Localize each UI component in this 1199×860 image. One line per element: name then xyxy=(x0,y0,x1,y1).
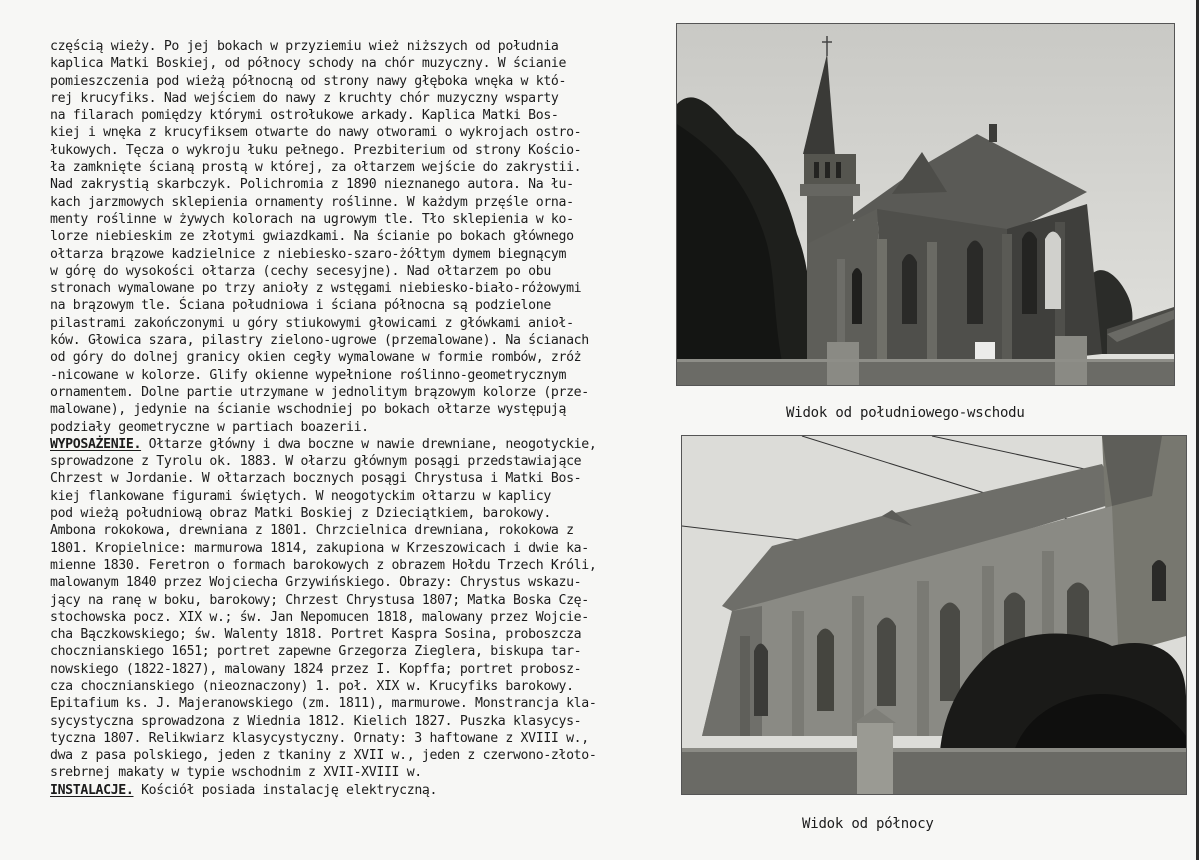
text-line: jący na ranę w boku, barokowy; Chrzest Chrystusa 1807; Matka Boska Czę- xyxy=(50,592,589,608)
text-line: cza chocznianskiego (nieoznaczony) 1. poł. XIX w. Krucyfiks barokowy. xyxy=(50,678,574,694)
text-line: dwa z pasa polskiego, jeden z tkaniny z XVII w., jeden z czerwono-złoto- xyxy=(50,748,597,764)
text-line: łukowych. Tęcza o wykroju łuku pełnego. Prezbiterium od strony Kościo- xyxy=(50,142,582,158)
instalacje-text: Kościół posiada instalację elektryczną. xyxy=(133,782,438,798)
text-line: malowane), jedynie na ścianie wschodniej po bokach ołtarze występują xyxy=(50,402,567,418)
instalacje-heading: INSTALACJE. xyxy=(50,782,134,798)
text-line: ołtarza brązowe kadzielnice z niebiesko-szaro-żółtym dymem biegnącym xyxy=(50,246,567,262)
text-line: od góry do dolnej granicy okien cegły wymalowane w formie rombów, zróż xyxy=(50,350,582,366)
wyposazenie-section xyxy=(50,436,672,782)
text-line: pod wieżą południową obraz Matki Boskiej z Dzieciątkiem, barokowy. xyxy=(50,506,551,522)
architecture-paragraph xyxy=(50,38,672,436)
wyposazenie-first-line: Ołtarze główny i dwa boczne w nawie drewniane, neogotyckie, xyxy=(141,436,597,452)
text-line: rej krucyfiks. Nad wejściem do nawy z kruchty chór muzyczny wsparty xyxy=(50,90,559,106)
text-line: na brązowym tle. Ściana południowa i ściana północna są podzielone xyxy=(50,298,551,314)
text-line: menty roślinne w żywych kolorach na ugrowym tle. Tło sklepienia w ko- xyxy=(50,211,574,227)
text-line: kaplica Matki Boskiej, od północy schody na chór muzyczny. W ścianie xyxy=(50,56,567,72)
text-line: sprowadzone z Tyrolu ok. 1883. W ołarzu głównym posągi przedstawiające xyxy=(50,454,582,470)
text-line: sycystyczna sprowadzona z Wiednia 1812. Kielich 1827. Puszka klasycys- xyxy=(50,713,582,729)
wyposazenie-heading: WYPOSAŻENIE. xyxy=(50,436,142,452)
text-line: nowskiego (1822-1827), malowany 1824 przez I. Kopffa; portret probosz- xyxy=(50,661,582,677)
text-line: mienne 1830. Feretron o formach barokowych z obrazem Hołdu Trzech Króli, xyxy=(50,557,597,573)
church-photo-southeast xyxy=(676,23,1175,386)
text-line: kiej i wnęka z krucyfiksem otwarte do nawy otworami o wykrojach ostro- xyxy=(50,125,582,141)
text-line: kiej flankowane figurami świętych. W neogotyckim ołtarzu w kaplicy xyxy=(50,488,551,504)
text-line: Ambona rokokowa, drewniana z 1801. Chrzcielnica drewniana, rokokowa z xyxy=(50,523,574,539)
text-line: częścią wieży. Po jej bokach w przyziemiu wież niższych od południa xyxy=(50,39,559,54)
photo-caption-north: Widok od północy xyxy=(802,816,934,832)
photo-caption-southeast: Widok od południowego-wschodu xyxy=(786,405,1025,421)
text-line: pilastrami zakończonymi u góry stiukowymi głowicami z główkami anioł- xyxy=(50,315,574,331)
text-line: ła zamknięte ścianą prostą w której, za ołtarzem wejście do zakrystii. xyxy=(50,160,582,176)
text-line: na filarach pomiędzy którymi ostrołukowe arkady. Kaplica Matki Bos- xyxy=(50,108,559,124)
text-line: tyczna 1807. Relikwiarz klasycystyczny. Ornaty: 3 haftowane z XVIII w., xyxy=(50,730,589,746)
text-line: cha Bączkowskiego; św. Walenty 1818. Portret Kaspra Sosina, proboszcza xyxy=(50,627,582,643)
text-line: malowanym 1840 przez Wojciecha Grzywińskiego. Obrazy: Chrystus wskazu- xyxy=(50,575,582,591)
text-line: Nad zakrystią skarbczyk. Polichromia z 1890 nieznanego autora. Na łu- xyxy=(50,177,574,193)
text-line: kach jarzmowych sklepienia ornamenty roślinne. W każdym przęśle orna- xyxy=(50,194,574,210)
text-line: lorze niebieskim ze złotymi gwiazdkami. Na ścianie po bokach głównego xyxy=(50,229,574,245)
text-line: 1801. Kropielnice: marmurowa 1814, zakupiona w Krzeszowicach i dwie ka- xyxy=(50,540,589,556)
text-line: chocznianskiego 1651; portret zapewne Grzegorza Zieglera, biskupa tar- xyxy=(50,644,582,660)
text-line: ków. Głowica szara, pilastry zielono-ugrowe (przemalowane). Na ścianach xyxy=(50,333,589,349)
instalacje-section xyxy=(50,782,672,799)
text-line: Epitafium ks. J. Majeranowskiego (zm. 1811), marmurowe. Monstrancja kla- xyxy=(50,696,597,712)
text-line: ornamentem. Dolne partie utrzymane w jednolitym brązowym kolorze (prze- xyxy=(50,384,589,400)
text-line: pomieszczenia pod wieżą północną od strony nawy głęboka wnęka w któ- xyxy=(50,73,567,89)
text-line: -nicowane w kolorze. Glify okienne wypełnione roślinno-geometrycznym xyxy=(50,367,567,383)
description-text xyxy=(50,38,672,799)
text-line: stochowska pocz. XIX w.; św. Jan Nepomucen 1818, malowany przez Wojcie- xyxy=(50,609,589,625)
text-line: w górę do wysokości ołtarza (cechy secesyjne). Nad ołtarzem po obu xyxy=(50,263,551,279)
text-line: stronach wymalowane po trzy anioły z wstęgami niebiesko-biało-różowymi xyxy=(50,281,582,297)
text-line: Chrzest w Jordanie. W ołtarzach bocznych posągi Chrystusa i Matki Bos- xyxy=(50,471,582,487)
church-photo-north xyxy=(681,435,1187,795)
text-line: srebrnej makaty w typie wschodnim z XVII-XVIII w. xyxy=(50,765,422,781)
text-line: podziały geometryczne w partiach boazerii. xyxy=(50,419,369,435)
